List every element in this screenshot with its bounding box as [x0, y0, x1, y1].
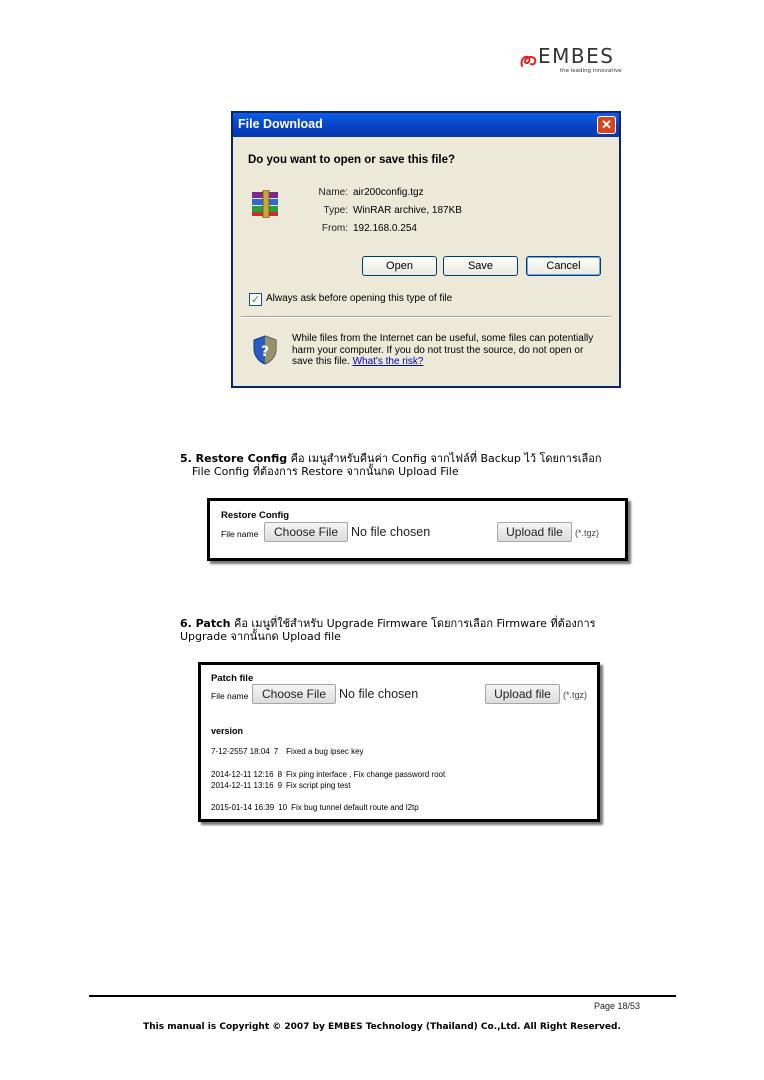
section-5-text: [180, 452, 660, 478]
section-5-heading: 5. Restore Config: [180, 452, 288, 465]
whats-the-risk-link[interactable]: What's the risk?: [352, 356, 424, 367]
name-label: Name:: [318, 187, 348, 198]
security-shield-icon: [252, 335, 278, 365]
file-download-dialog: [231, 111, 621, 388]
version-description: Fixed a bug ipsec key: [286, 747, 364, 756]
dialog-divider: [241, 316, 611, 318]
upload-file-button[interactable]: Upload file: [497, 522, 572, 542]
version-number: 9: [277, 781, 283, 790]
save-button[interactable]: Save: [443, 256, 518, 276]
extension-hint: (*.tgz): [575, 528, 600, 538]
file-name-label: File name: [211, 691, 249, 701]
choose-file-button[interactable]: Choose File: [252, 684, 336, 704]
no-file-chosen-text: No file chosen: [339, 687, 419, 701]
section-5-line1: คือ เมนูสำหรับคืนค่า Config จากไฟล์ที่ Backup ไว้ โดยการเลือก: [290, 452, 602, 465]
logo-wordmark: EMBES: [538, 44, 615, 68]
copyright-notice: This manual is Copyright © 2007 by EMBES Technology (Thailand) Co.,Ltd. All Right Reserved.: [143, 1022, 621, 1032]
page-current: 18: [617, 1001, 628, 1011]
from-value: 192.168.0.254: [353, 223, 417, 234]
open-button[interactable]: Open: [362, 256, 437, 276]
version-description: Fix ping interface , Fix change password root: [286, 770, 446, 779]
restore-config-title: Restore Config: [221, 510, 290, 521]
version-description: Fix script ping test: [286, 781, 351, 790]
dialog-title: File Download: [238, 117, 323, 131]
always-ask-checkbox[interactable]: ✓: [250, 293, 261, 306]
svg-text:?: ?: [260, 344, 270, 360]
section-6-text: [180, 617, 660, 643]
version-date: 2014-12-11 13:16: [211, 781, 274, 790]
winrar-archive-icon: [250, 190, 282, 218]
warning-text: While files from the Internet can be useful, some files can potentially harm your computer. If you do not trust the source, do not open or save this file.: [292, 333, 594, 367]
version-row: [211, 747, 364, 756]
restore-config-panel: [207, 498, 628, 561]
section-5-line2: File Config ที่ต้องการ Restore จากนั้นกด Upload File: [192, 465, 459, 478]
dialog-titlebar: [233, 113, 619, 137]
version-number: 8: [277, 770, 283, 779]
file-type-row: [310, 205, 462, 216]
file-name-row: [310, 187, 424, 198]
cancel-button[interactable]: Cancel: [526, 256, 601, 276]
file-name-label: File name: [221, 529, 259, 539]
section-6-line2: Upgrade จากนั้นกด Upload file: [180, 630, 341, 643]
upload-file-button[interactable]: Upload file: [485, 684, 560, 704]
close-icon[interactable]: ✕: [597, 116, 616, 134]
version-label: version: [211, 726, 244, 736]
version-row: [211, 770, 445, 779]
section-6-line1: คือ เมนูที่ใช้สำหรับ Upgrade Firmware โดยการเลือก Firmware ที่ต้องการ: [233, 617, 596, 630]
version-row: [211, 803, 419, 812]
patch-file-panel: [198, 662, 600, 822]
version-date: 2014-12-11 12:16: [211, 770, 274, 779]
embes-logo: [519, 44, 629, 76]
page-prefix: Page: [594, 1001, 618, 1011]
page-total: /53: [627, 1001, 641, 1011]
patch-file-title: Patch file: [211, 673, 254, 684]
logo-tagline: the leading innovative: [560, 68, 622, 74]
choose-file-button[interactable]: Choose File: [264, 522, 348, 542]
page-number: [594, 1001, 640, 1011]
security-warning: [292, 333, 607, 368]
always-ask-label: Always ask before opening this type of file: [266, 293, 453, 304]
version-number: 10: [278, 803, 288, 812]
version-description: Fix bug tunnel default route and l2tp: [291, 803, 419, 812]
version-number: 7: [273, 747, 279, 756]
embes-logo-icon: [519, 50, 539, 70]
file-from-row: [310, 223, 417, 234]
dialog-question: Do you want to open or save this file?: [248, 154, 456, 166]
extension-hint: (*.tgz): [563, 690, 588, 700]
from-label: From:: [321, 223, 348, 234]
type-value: WinRAR archive, 187KB: [353, 205, 462, 216]
version-date: 7-12-2557 18:04: [211, 747, 270, 756]
version-row: [211, 781, 351, 790]
no-file-chosen-text: No file chosen: [351, 525, 431, 539]
section-6-heading: 6. Patch: [180, 617, 231, 630]
version-date: 2015-01-14 16:39: [211, 803, 275, 812]
footer-rule: [89, 995, 676, 997]
name-value: air200config.tgz: [353, 187, 424, 198]
type-label: Type:: [323, 205, 348, 216]
